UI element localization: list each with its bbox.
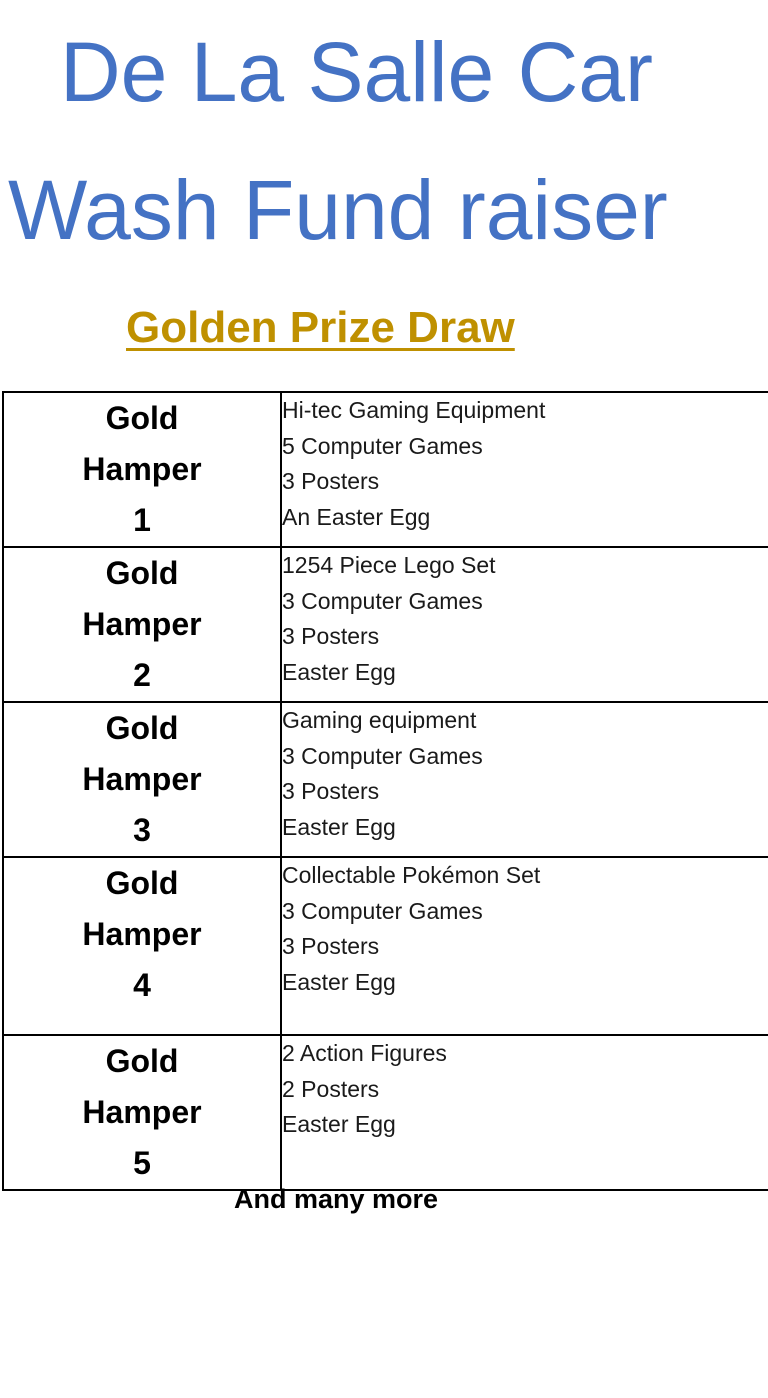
hamper-label: Gold [105, 555, 179, 591]
hamper-label: Hamper [82, 1094, 202, 1130]
hamper-name-cell [3, 392, 281, 547]
hamper-label: Hamper [82, 761, 202, 797]
list-item: 2 Action Figures [282, 1040, 447, 1066]
hamper-label: Hamper [82, 916, 202, 952]
title-line-2: Wash Fund raiser [8, 163, 668, 257]
list-item: Easter Egg [282, 1111, 396, 1138]
hamper-number: 3 [133, 812, 151, 848]
table-row [3, 547, 768, 702]
table-row [3, 857, 768, 1035]
list-item: 5 Computer Games [282, 432, 483, 459]
list-item: Hi-tec Gaming Equipment [282, 397, 546, 423]
table-row [3, 702, 768, 857]
list-item: Easter Egg [282, 658, 396, 685]
list-item: Easter Egg [282, 813, 396, 840]
hamper-name-cell [3, 857, 281, 1035]
title-line-1: De La Salle Car [60, 25, 653, 119]
list-item: An Easter Egg [282, 503, 431, 530]
footer-note: And many more [234, 1184, 439, 1214]
list-item: Gaming equipment [282, 707, 477, 733]
hamper-label: Hamper [82, 606, 202, 642]
table-row [3, 392, 768, 547]
hamper-number: 5 [133, 1145, 151, 1181]
hamper-label: Gold [105, 710, 179, 746]
prize-table [2, 391, 768, 1191]
hamper-items-cell [281, 1035, 768, 1190]
hamper-number: 1 [133, 502, 151, 538]
list-item: 3 Computer Games [282, 742, 483, 769]
list-item: Collectable Pokémon Set [282, 862, 541, 888]
hamper-number: 4 [133, 967, 151, 1003]
hamper-items-cell [281, 547, 768, 702]
list-item: 3 Computer Games [282, 897, 483, 924]
list-item: 3 Posters [282, 778, 380, 805]
list-item: 1254 Piece Lego Set [282, 552, 496, 578]
hamper-label: Gold [105, 400, 179, 436]
hamper-items-cell [281, 392, 768, 547]
hamper-items-cell [281, 702, 768, 857]
hamper-label: Hamper [82, 451, 202, 487]
hamper-items-cell [281, 857, 768, 1035]
list-item: 3 Posters [282, 468, 380, 495]
list-item: 2 Posters [282, 1075, 380, 1102]
hamper-label: Gold [105, 1043, 179, 1079]
hamper-label: Gold [105, 865, 179, 901]
list-item: 3 Computer Games [282, 587, 483, 614]
hamper-name-cell [3, 1035, 281, 1190]
prize-draw-heading: Golden Prize Draw [126, 303, 515, 352]
list-item: Easter Egg [282, 968, 396, 995]
hamper-number: 2 [133, 657, 151, 693]
hamper-name-cell [3, 702, 281, 857]
list-item: 3 Posters [282, 933, 380, 960]
table-row [3, 1035, 768, 1190]
list-item: 3 Posters [282, 623, 380, 650]
hamper-name-cell [3, 547, 281, 702]
